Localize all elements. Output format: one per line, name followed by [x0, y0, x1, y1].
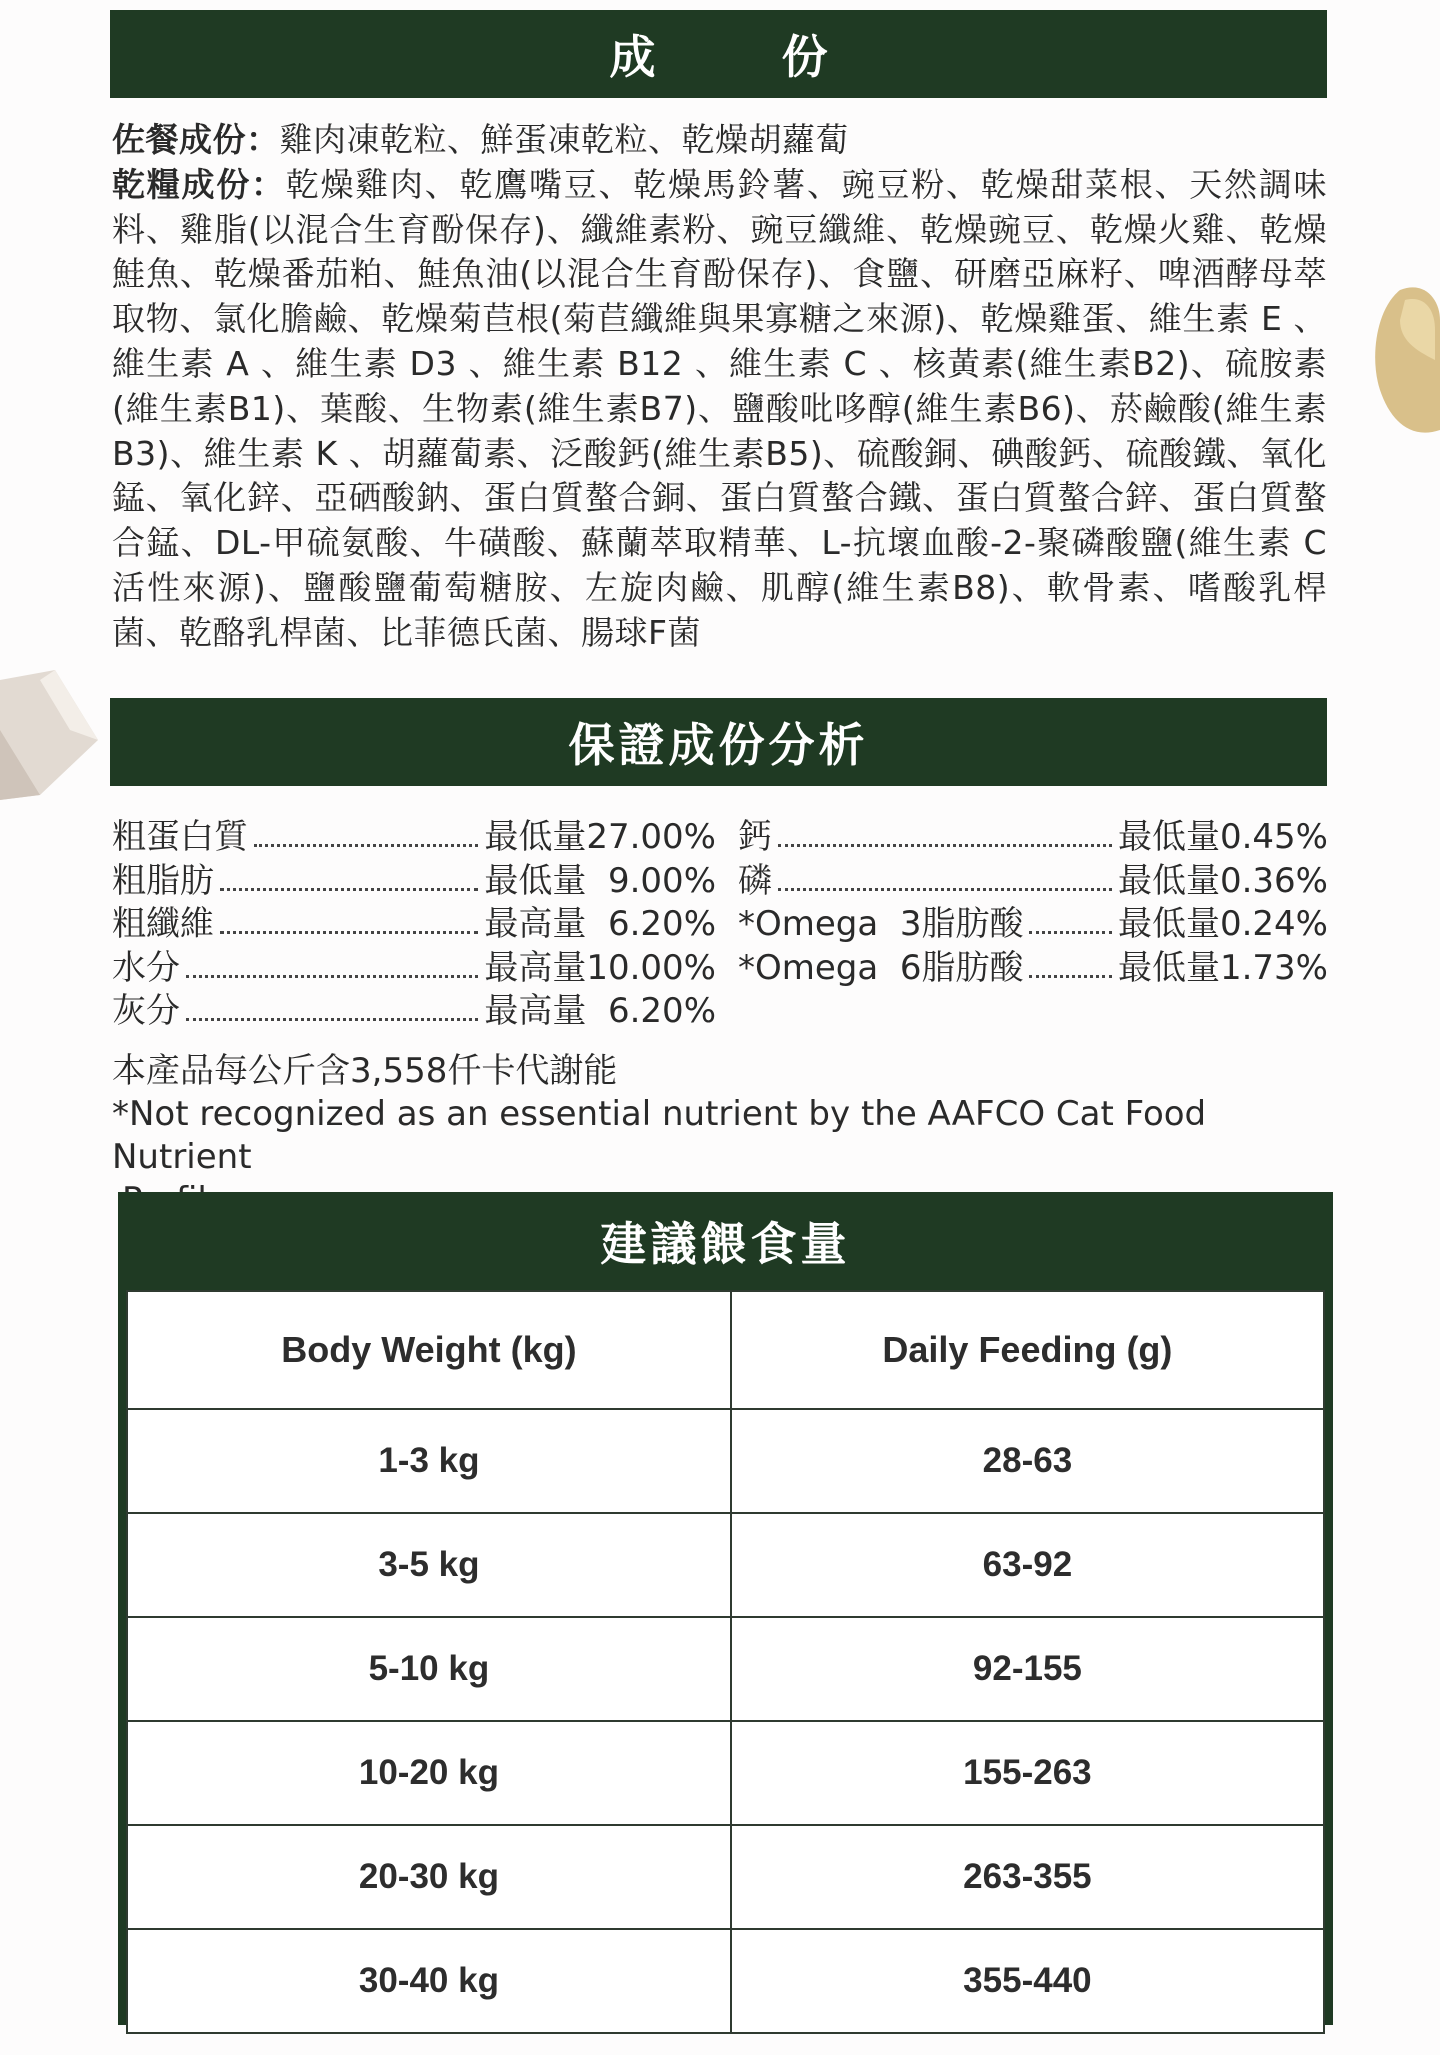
table-row — [127, 1617, 1324, 1721]
nutrient-value: 最高量 6.20% — [484, 904, 716, 945]
table-row — [127, 1409, 1324, 1513]
weight-cell: 10-20 kg — [127, 1721, 731, 1825]
leader-dots — [220, 864, 478, 891]
nutrient-row — [738, 812, 1328, 856]
nutrient-row — [738, 899, 1328, 943]
kibble-list: 乾燥雞肉、乾鷹嘴豆、乾燥馬鈴薯、豌豆粉、乾燥甜菜根、天然調味料、雞脂(以混合生育酚保存)、纖維素粉、豌豆纖維、乾燥豌豆、乾燥火雞、乾燥鮭魚、乾燥番茄粕、鮭魚油(以混合生育酚保存)、食鹽、研磨亞麻籽、啤酒酵母萃取物、氯化膽鹼、乾燥菊苣根(菊苣纖維與果寡糖之來源)、乾燥雞蛋、維生素 E 、維生素 A 、維生素 D3 、維生素 B12 、維生素 C 、核黃素(維生素B2)、硫胺素(維生素B1)、葉酸、生物素(維生素B7)、鹽酸吡哆醇(維生素B6)、菸鹼酸(維生素B3)、維生素 K 、胡蘿蔔素、泛酸鈣(維生素B5)、硫酸銅、碘酸鈣、硫酸鐵、氧化錳、氧化鋅、亞硒酸鈉、蛋白質螯合銅、蛋白質螯合鐵、蛋白質螯合鋅、蛋白質螯合錳、DL-甲硫氨酸、牛磺酸、蘇蘭萃取精華、L-抗壞血酸-2-聚磷酸鹽(維生素 C 活性來源)、鹽酸鹽葡萄糖胺、左旋肉鹼、肌醇(維生素B8)、軟骨素、嗜酸乳桿菌、乾酪乳桿菌、比菲德氏菌、腸球F菌 — [112, 164, 1327, 652]
table-header-row — [127, 1291, 1324, 1409]
nutrient-row — [112, 986, 716, 1030]
ingredients-title: 成 份 — [609, 30, 868, 84]
feeding-cell: 263-355 — [731, 1825, 1324, 1929]
leader-dots — [1029, 907, 1112, 934]
nutrient-value: 最低量27.00% — [484, 817, 716, 858]
table-row — [127, 1929, 1324, 2033]
topping-ingredients — [112, 118, 1327, 163]
freeze-dried-chicken-piece — [1370, 280, 1440, 440]
nutrient-row — [738, 856, 1328, 900]
weight-cell: 5-10 kg — [127, 1617, 731, 1721]
analysis-banner — [110, 698, 1327, 786]
feeding-title: 建議餵食量 — [600, 1217, 851, 1271]
feeding-cell: 355-440 — [731, 1929, 1324, 2033]
nutrient-name: *Omega 3脂肪酸 — [738, 904, 1024, 945]
weight-cell: 3-5 kg — [127, 1513, 731, 1617]
weight-cell: 1-3 kg — [127, 1409, 731, 1513]
feeding-guide — [118, 1192, 1333, 2025]
kibble-ingredients — [112, 163, 1327, 656]
weight-cell: 20-30 kg — [127, 1825, 731, 1929]
weight-cell: 30-40 kg — [127, 1929, 731, 2033]
nutrient-name: 鈣 — [738, 817, 772, 858]
feeding-cell: 92-155 — [731, 1617, 1324, 1721]
feeding-cell: 28-63 — [731, 1409, 1324, 1513]
table-row — [127, 1721, 1324, 1825]
feeding-cell: 155-263 — [731, 1721, 1324, 1825]
leader-dots — [220, 907, 478, 934]
header-daily-feeding: Daily Feeding (g) — [731, 1291, 1324, 1409]
nutrient-name: 灰分 — [112, 991, 180, 1032]
leader-dots — [254, 820, 478, 847]
header-body-weight: Body Weight (kg) — [127, 1291, 731, 1409]
topping-list: 雞肉凍乾粒、鮮蛋凍乾粒、乾燥胡蘿蔔 — [279, 120, 849, 159]
table-row — [127, 1513, 1324, 1617]
nutrient-value: 最高量 6.20% — [484, 991, 716, 1032]
ingredients-text-block — [112, 118, 1327, 656]
nutrient-name: 水分 — [112, 947, 180, 988]
aafco-note-line1: *Not recognized as an essential nutrient by the AAFCO Cat Food Nutrient — [112, 1094, 1207, 1177]
feeding-table — [126, 1290, 1325, 2034]
nutrient-value: 最低量0.24% — [1117, 904, 1328, 945]
kibble-label: 乾糧成份： — [112, 164, 286, 204]
ingredients-banner — [110, 10, 1327, 98]
nutrient-value: 最低量 9.00% — [484, 860, 716, 901]
nutrient-name: 粗脂肪 — [112, 860, 214, 901]
leader-dots — [1029, 951, 1112, 978]
table-row — [127, 1825, 1324, 1929]
nutrient-name: 磷 — [738, 860, 772, 901]
nutrient-value: 最低量1.73% — [1117, 947, 1328, 988]
energy-note: 本產品每公斤含3,558仟卡代謝能 — [112, 1051, 618, 1091]
topping-label: 佐餐成份： — [112, 120, 280, 159]
nutrient-row — [738, 943, 1328, 987]
nutrient-value: 最低量0.36% — [1117, 860, 1328, 901]
freeze-dried-egg-cube — [0, 670, 100, 810]
nutrient-value: 最高量10.00% — [484, 947, 716, 988]
nutrient-name: 粗蛋白質 — [112, 817, 248, 858]
leader-dots — [186, 951, 478, 978]
nutrient-value: 最低量0.45% — [1117, 817, 1328, 858]
nutrient-row — [112, 812, 716, 856]
analysis-right-column — [738, 812, 1328, 986]
nutrient-name: *Omega 6脂肪酸 — [738, 947, 1024, 988]
analysis-title: 保證成份分析 — [568, 718, 869, 772]
nutrient-row — [112, 856, 716, 900]
leader-dots — [778, 820, 1112, 847]
nutrient-row — [112, 899, 716, 943]
nutrient-name: 粗纖維 — [112, 904, 214, 945]
leader-dots — [778, 864, 1112, 891]
nutrient-row — [112, 943, 716, 987]
leader-dots — [186, 994, 478, 1021]
analysis-left-column — [112, 812, 716, 1030]
feeding-cell: 63-92 — [731, 1513, 1324, 1617]
